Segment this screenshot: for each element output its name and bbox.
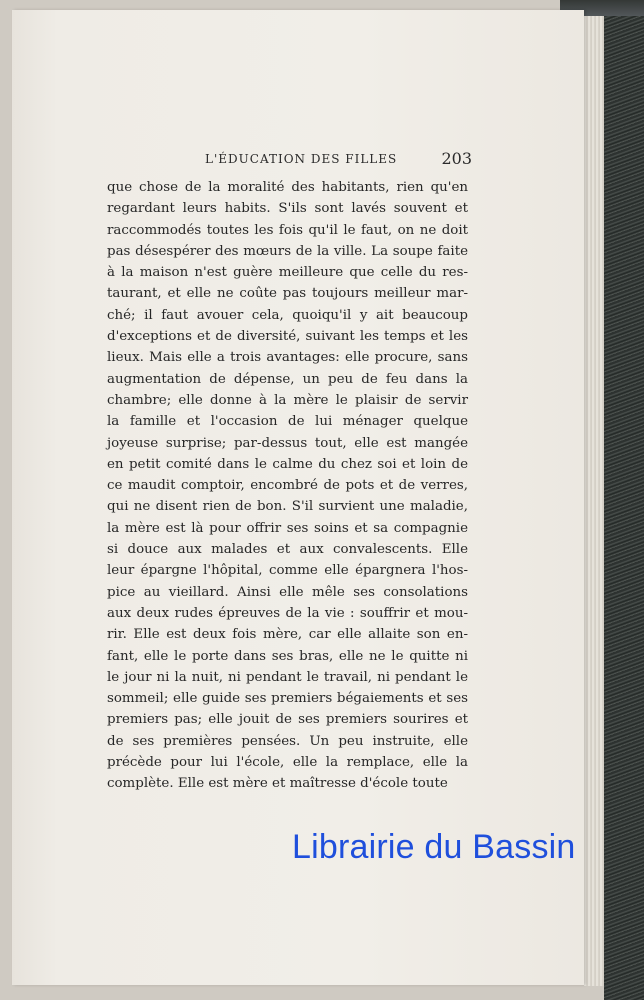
page-number: 203 [441, 149, 472, 168]
text-line: en petit comité dans le calme du chez soi et loin de [107, 456, 468, 472]
text-line: qui ne disent rien de bon. S'il survient une maladie, [107, 499, 468, 515]
text-line: sommeil; elle guide ses premiers bégaiements et ses [107, 691, 468, 707]
running-head [205, 149, 472, 169]
book-cover-edge [604, 0, 644, 1000]
page-stack-edge [584, 16, 604, 986]
text-line: chambre; elle donne à la mère le plaisir de servir [107, 392, 468, 408]
text-line: complète. Elle est mère et maîtresse d'école toute [107, 776, 448, 792]
text-line: de ses premières pensées. Un peu instruite, elle [107, 733, 468, 749]
text-line: à la maison n'est guère meilleure que celle du res- [107, 265, 468, 281]
text-line: que chose de la moralité des habitants, rien qu'en [107, 180, 468, 195]
text-line: rir. Elle est deux fois mère, car elle allaite son en- [107, 627, 468, 643]
text-line: ce maudit comptoir, encombré de pots et de verres, [107, 478, 468, 494]
text-line: la famille et l'occasion de lui ménager quelque [107, 414, 468, 430]
text-line: taurant, et elle ne coûte pas toujours meilleur mar- [107, 286, 468, 302]
text-line: premiers pas; elle jouit de ses premiers sourires et [107, 712, 468, 728]
text-line: lieux. Mais elle a trois avantages: elle procure, sans [107, 350, 468, 366]
text-line: pas désespérer des mœurs de la ville. La soupe faite [107, 243, 468, 259]
text-line: raccommodés toutes les fois qu'il le faut, on ne doit [107, 222, 468, 238]
text-line: la mère est là pour offrir ses soins et sa compagnie [107, 520, 468, 536]
text-line: joyeuse surprise; par-dessus tout, elle est mangée [107, 435, 468, 451]
text-line: aux deux rudes épreuves de la vie : souffrir et mou- [107, 605, 468, 621]
running-title: L'ÉDUCATION DES FILLES [205, 152, 398, 166]
watermark: Librairie du Bassin [292, 828, 576, 866]
body-text [107, 177, 468, 795]
text-line: d'exceptions et de diversité, suivant les temps et les [107, 329, 468, 345]
text-line: augmentation de dépense, un peu de feu dans la [107, 371, 468, 387]
text-line: leur épargne l'hôpital, comme elle épargnera l'hos- [107, 563, 468, 579]
text-line: le jour ni la nuit, ni pendant le travail, ni pendant le [107, 669, 468, 685]
text-line: si douce aux malades et aux convalescents. Elle [107, 542, 468, 558]
text-line: fant, elle le porte dans ses bras, elle ne le quitte ni [107, 648, 468, 664]
text-line: ché; il faut avouer cela, quoiqu'il y ait beaucoup [107, 307, 468, 323]
text-line: pice au vieillard. Ainsi elle mêle ses consolations [107, 584, 468, 600]
text-line: précède pour lui l'école, elle la remplace, elle la [107, 755, 468, 771]
text-line: regardant leurs habits. S'ils sont lavés souvent et [107, 201, 468, 217]
